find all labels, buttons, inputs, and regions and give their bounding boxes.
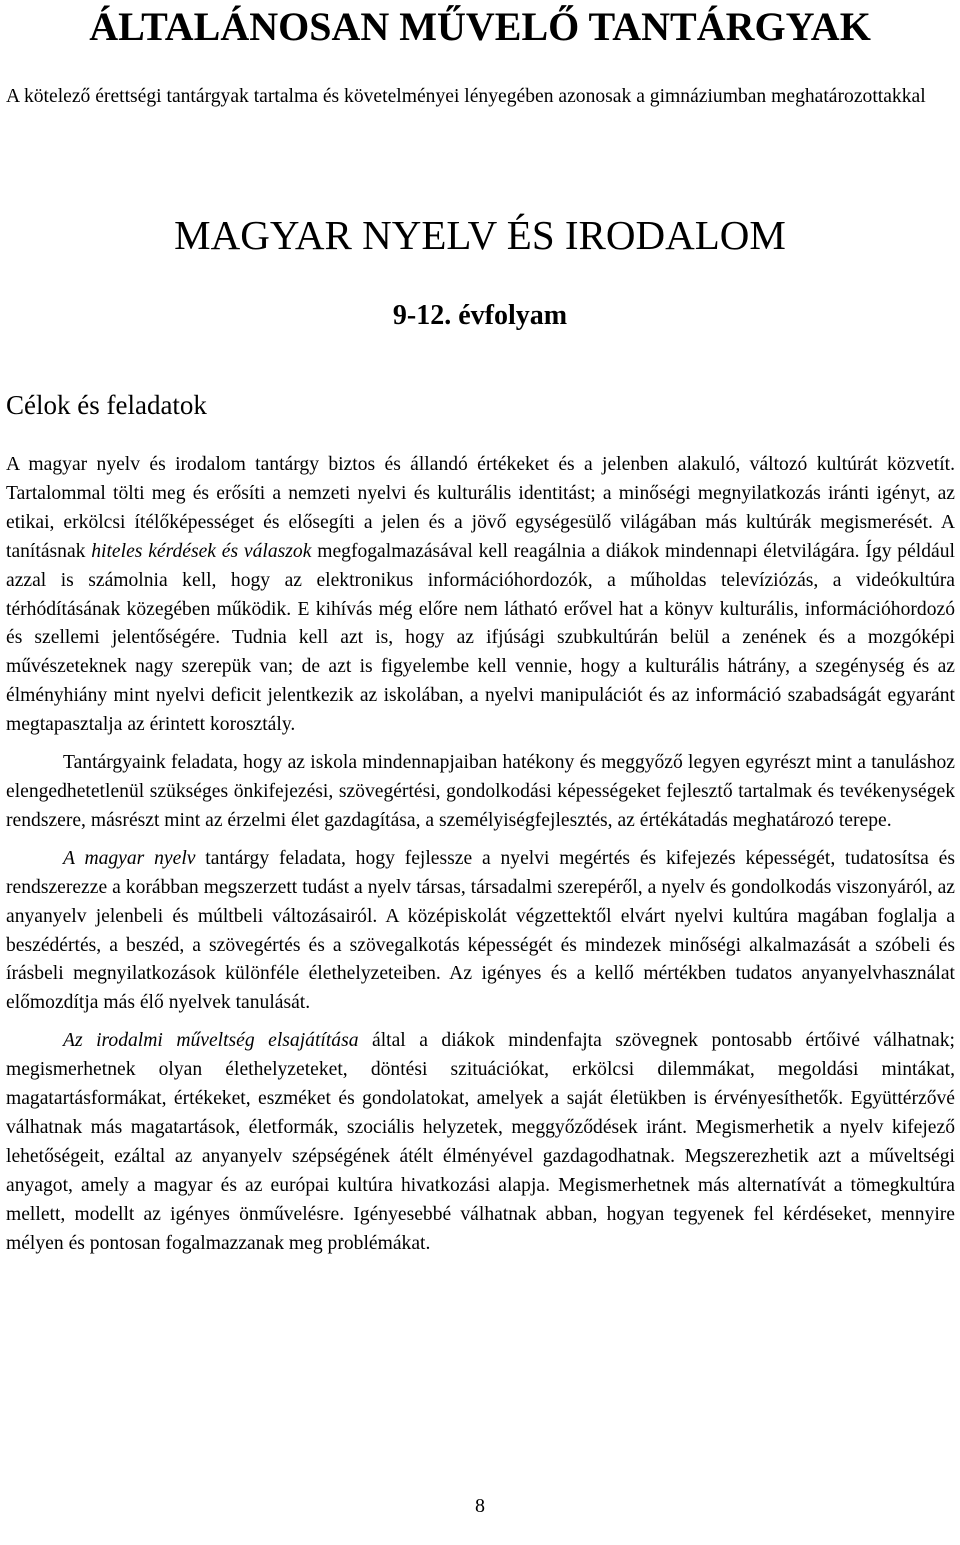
paragraph-2: Tantárgyaink feladata, hogy az iskola mindennapjaiban hatékony és meggyőző legyen egyrészt mint a tanuláshoz elengedhetetlenül szükséges önkifejezési, szövegértési, gondolkodási képességeket fejlesztő tartalmak és tevékenységek rendszere, másrészt mint az érzelmi élet gazdagítása, a személyiségfejlesztés, az értékátadás meghatározó terepe.	[6, 752, 955, 831]
page-number: 8	[475, 1495, 485, 1517]
subject-title: MAGYAR NYELV ÉS IRODALOM	[174, 212, 786, 258]
paragraph-1	[6, 451, 955, 740]
body-text	[6, 451, 955, 1267]
paragraph-1-text-a: A magyar nyelv és irodalom tantárgy biztos és állandó értékeket és a jelenben alakuló, változó kultúrát közvetít. Tartalommal tölti meg és erősíti a nemzeti nyelvi és kulturális identitást; a minőségi megnyilatkozás iránti igényt, az etikai, erkölcsi ítélőképességet és elősegíti a jelen és a jövő egységesülő világában más kultúrák megismerését. A tanításnak	[6, 454, 955, 562]
grade-heading: 9-12. évfolyam	[392, 300, 568, 331]
paragraph-3-text: tantárgy feladata, hogy fejlessze a nyelvi megértés és kifejezés képességét, tudatosítsa és rendszerezze a korábban megszerzett tudást a nyelv társas, társadalmi szerepéről, a nyelv és gondolkodás viszonyáról, az anyanyelv jelenbeli és múltbeli változásairól. A középiskolát végzettektől elvárt nyelvi kultúra magában foglalja a beszédértés, a beszéd, a szövegértés és a szövegalkotás képességét és mindezek minőségi alkalmazását a szóbeli és írásbeli megnyilatkozások különféle élethelyzeteiben. Az igényes és a kellő mértékben tudatos anyanyelvhasználat előmozdítja más élő nyelvek tanulását.	[6, 847, 956, 1014]
paragraph-3-emphasis: A magyar nyelv	[63, 847, 196, 869]
paragraph-4-emphasis: Az irodalmi műveltség elsajátítása	[63, 1030, 359, 1052]
main-title: ÁLTALÁNOSAN MŰVELŐ TANTÁRGYAK	[89, 4, 871, 49]
intro-paragraph: A kötelező érettségi tantárgyak tartalma és követelményei lényegében azonosak a gimnáziumban meghatározottakkal	[6, 86, 926, 107]
paragraph-1-text-c: megfogalmazásával kell reagálnia a diákok mindennapi életvilágára. Így például azzal is számolnia kell, hogy az elektronikus információhordozók, a műholdas televíziózás, a videókultúra térhódításának közegében működik. E kihívás még előre nem látható erővel hat a könyv kulturális, információhordozó és szellemi jelentőségére. Tudnia kell azt is, hogy az ifjúsági szubkultúrán belül a zenének és a mozgóképi művészeteknek nagy szerepük van; de azt is figyelembe kell vennie, hogy a kulturális hátrány, a szegénység és az élményhiány mint nyelvi deficit jelentkezik az iskolában, a nyelvi manipulációt és az információ szabadságát egyaránt megtapasztalja az érintett korosztály.	[6, 540, 955, 736]
section-title: Célok és feladatok	[6, 390, 207, 420]
paragraph-3	[6, 845, 955, 1018]
paragraph-4-text: által a diákok mindenfajta szövegnek pontosabb értőivé válhatnak; megismerhetnek olyan élethelyzeteket, döntési szituációkat, erkölcsi dilemmákat, megoldási mintákat, magatartásformákat, értékeket, eszméket és gondolatokat, amelyek a saját életükben is érvényesíthetők. Együttérzővé válhatnak más magatartások, életformák, szociális helyzetek, meggyőződések iránt. Megismerhetik a nyelv kifejező lehetőségeit, ezáltal az anyanyelv szépségének átélt élményével gazdagodhatnak. Megszerezhetik azt a műveltségi anyagot, amely a magyar és az európai kultúra hivatkozási alapja. Megismerhetnek más alternatívát a tömegkultúra mellett, modellt az igényes önművelésre. Igényesebbé válhatnak abban, hogyan tegyenek fel kérdéseket, mennyire mélyen és pontosan fogalmazzanak meg problémákat.	[6, 1030, 955, 1254]
paragraph-1-emphasis: hiteles kérdések és válaszok	[91, 540, 312, 562]
paragraph-4	[6, 1027, 955, 1258]
